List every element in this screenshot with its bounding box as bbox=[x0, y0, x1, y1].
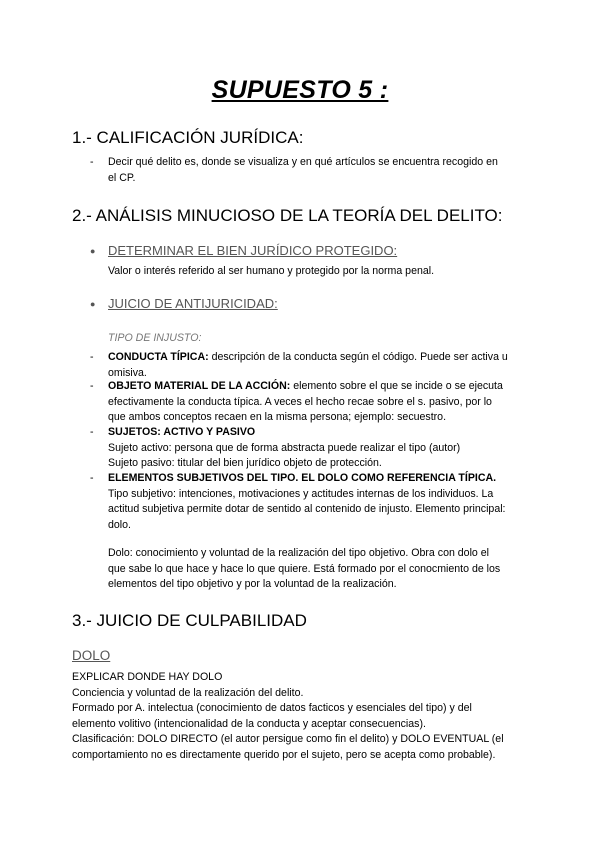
bien-juridico-heading: DETERMINAR EL BIEN JURÍDICO PROTEGIDO: bbox=[108, 243, 398, 258]
section-1-heading: 1.- CALIFICACIÓN JURÍDICA: bbox=[72, 128, 304, 147]
section-2-heading: 2.- ANÁLISIS MINUCIOSO DE LA TEORÍA DEL DELITO: bbox=[72, 206, 503, 225]
text-line: omisiva. bbox=[108, 366, 147, 379]
text-line: Tipo subjetivo: intenciones, motivaciones y actitudes internas de los individuos. La bbox=[108, 487, 494, 500]
text-line: Formado por A. intelectua (conocimiento de datos facticos y esenciales del tipo) y del bbox=[72, 702, 472, 714]
text-line: que sabe lo que hace y hace lo que quiere. Está formado por el conocmiento de los bbox=[108, 562, 501, 575]
dash-marker: - bbox=[90, 472, 94, 484]
text-line: elementos del tipo objetivo y por la voluntad de la realización. bbox=[108, 578, 397, 590]
document-title: SUPUESTO 5 : bbox=[211, 76, 389, 104]
text-line: comportamiento no es directamente querido por el sujeto, pero se acepta como probable). bbox=[72, 748, 496, 761]
bullet-icon: ● bbox=[90, 246, 96, 256]
tipo-injusto-subheading: TIPO DE INJUSTO: bbox=[108, 332, 202, 344]
dash-marker: - bbox=[90, 380, 94, 392]
text-line: efectivamente la conducta típica. A veces el hecho recae sobre el s. pasivo, por lo bbox=[108, 395, 492, 408]
bullet-icon: ● bbox=[90, 299, 96, 309]
item-title: ELEMENTOS SUBJETIVOS DEL TIPO. EL DOLO COMO REFERENCIA TÍPICA. bbox=[108, 472, 497, 484]
text-line: elemento sobre el que se incide o se ejecuta bbox=[290, 380, 503, 392]
text-line: dolo. bbox=[108, 518, 131, 531]
text-line: descripción de la conducta según el código. Puede ser activa u bbox=[208, 351, 508, 363]
item-title: OBJETO MATERIAL DE LA ACCIÓN: bbox=[108, 380, 291, 392]
dolo-paragraph bbox=[108, 546, 538, 593]
dash-marker: - bbox=[90, 426, 94, 438]
dash-marker: - bbox=[90, 351, 94, 363]
text-line: EXPLICAR DONDE HAY DOLO bbox=[72, 671, 223, 683]
text-line: Clasificación: DOLO DIRECTO (el autor persigue como fin el delito) y DOLO EVENTUAL (el bbox=[72, 733, 504, 745]
text-line: el CP. bbox=[108, 171, 136, 184]
item-title: SUJETOS: ACTIVO Y PASIVO bbox=[108, 426, 256, 438]
text-line: Decir qué delito es, donde se visualiza y en qué artículos se encuentra recogido en bbox=[108, 156, 498, 168]
text-line: Sujeto pasivo: titular del bien jurídico objeto de protección. bbox=[108, 457, 382, 469]
text-line: elemento volitivo (intencionalidad de la conducta y aceptar consecuencias). bbox=[72, 717, 426, 730]
text-line: Sujeto activo: persona que de forma abstracta puede realizar el tipo (autor) bbox=[108, 441, 461, 454]
bien-juridico-text: Valor o interés referido al ser humano y protegido por la norma penal. bbox=[108, 265, 435, 277]
dolo-heading: DOLO bbox=[72, 648, 111, 663]
text-line: Dolo: conocimiento y voluntad de la realización del tipo objetivo. Obra con dolo el bbox=[108, 547, 490, 559]
text-line: actitud subjetiva permite dotar de sentido al contenido de injusto. Elemento principal: bbox=[108, 503, 506, 515]
culpabilidad-text bbox=[72, 670, 542, 763]
item-title: CONDUCTA TÍPICA: bbox=[108, 351, 209, 363]
text-line: que ambos conceptos recaen en la misma persona; ejemplo: secuestro. bbox=[108, 411, 447, 423]
text-line: Conciencia y voluntad de la realización del delito. bbox=[72, 686, 304, 699]
dash-marker: - bbox=[90, 156, 94, 168]
section-3-heading: 3.- JUICIO DE CULPABILIDAD bbox=[72, 611, 307, 630]
antijuricidad-heading: JUICIO DE ANTIJURICIDAD: bbox=[108, 296, 278, 311]
